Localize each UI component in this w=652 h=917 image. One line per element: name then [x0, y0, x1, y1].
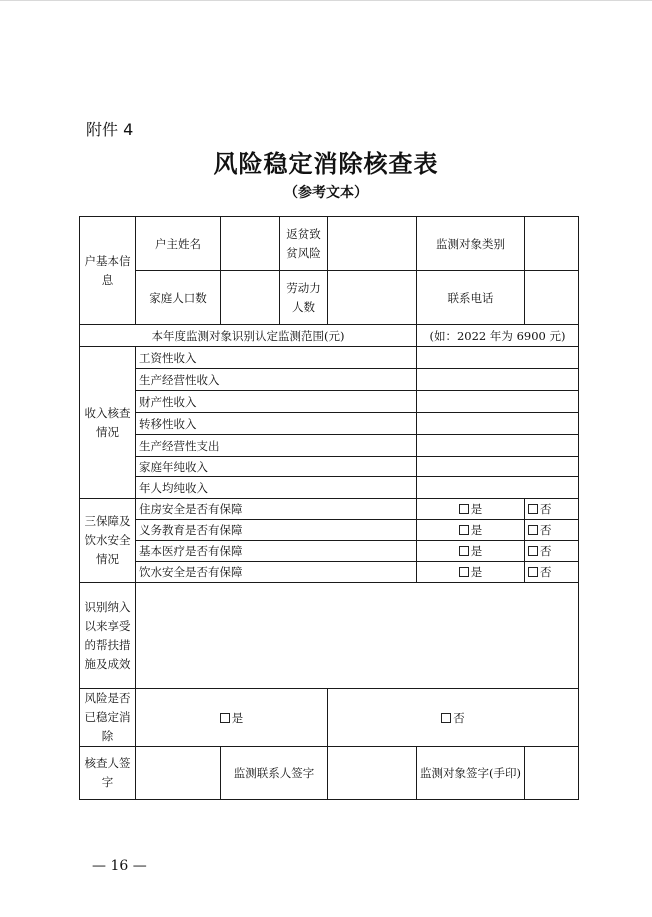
measures-section-label: 识别纳入以来享受的帮扶措施及成效 [80, 583, 136, 689]
checkbox-icon[interactable] [459, 567, 469, 577]
income-row [80, 457, 579, 477]
income-row [80, 435, 579, 457]
checkbox-icon[interactable] [441, 713, 451, 723]
income-item-field[interactable] [417, 391, 579, 413]
guarantee-item-label: 基本医疗是否有保障 [136, 541, 417, 562]
top-divider [0, 0, 652, 1]
poverty-risk-field[interactable] [328, 217, 417, 271]
object-signature-field[interactable] [525, 747, 579, 800]
phone-field[interactable] [525, 271, 579, 325]
checkbox-icon[interactable] [528, 525, 538, 535]
guarantee-item-label: 饮水安全是否有保障 [136, 562, 417, 583]
family-size-field[interactable] [221, 271, 280, 325]
checkbox-icon[interactable] [220, 713, 230, 723]
guarantee-no-option[interactable]: 否 [525, 541, 579, 562]
guarantee-yes-option[interactable]: 是 [417, 562, 525, 583]
guarantee-yes-option[interactable]: 是 [417, 499, 525, 520]
income-row [80, 477, 579, 499]
measures-field[interactable] [136, 583, 579, 689]
eliminated-yes-option[interactable]: 是 [136, 689, 328, 747]
signature-row [80, 747, 579, 800]
income-item-field[interactable] [417, 477, 579, 499]
guarantee-row [80, 499, 579, 520]
verification-form-table [79, 216, 579, 800]
guarantee-no-option[interactable]: 否 [525, 562, 579, 583]
inspector-signature-label: 核查人签字 [80, 747, 136, 800]
poverty-risk-label: 返贫致贫风险 [280, 217, 328, 271]
income-row [80, 391, 579, 413]
income-item-field[interactable] [417, 413, 579, 435]
checkbox-icon[interactable] [459, 504, 469, 514]
guarantee-yes-option[interactable]: 是 [417, 520, 525, 541]
guarantee-row [80, 562, 579, 583]
eliminated-section-label: 风险是否已稳定消除 [80, 689, 136, 747]
monitor-type-field[interactable] [525, 217, 579, 271]
page-subtitle: （参考文本） [284, 185, 368, 201]
page-title: 风险稳定消除核查表 [213, 149, 439, 178]
income-section-label: 收入核查情况 [80, 347, 136, 499]
monitor-type-label: 监测对象类别 [417, 217, 525, 271]
guarantee-item-label: 义务教育是否有保障 [136, 520, 417, 541]
guarantee-no-option[interactable]: 否 [525, 499, 579, 520]
measures-row [80, 583, 579, 689]
income-row [80, 413, 579, 435]
income-row [80, 347, 579, 369]
guarantee-section-label: 三保障及饮水安全情况 [80, 499, 136, 583]
checkbox-icon[interactable] [459, 525, 469, 535]
phone-label: 联系电话 [417, 271, 525, 325]
head-name-field[interactable] [221, 217, 280, 271]
contact-signature-field[interactable] [328, 747, 417, 800]
income-item-label: 生产经营性支出 [136, 435, 417, 457]
inspector-signature-field[interactable] [136, 747, 221, 800]
guarantee-no-option[interactable]: 否 [525, 520, 579, 541]
family-size-label: 家庭人口数 [136, 271, 221, 325]
income-item-label: 转移性收入 [136, 413, 417, 435]
income-item-label: 财产性收入 [136, 391, 417, 413]
range-example[interactable]: (如：2022 年为 6900 元) [417, 325, 579, 347]
checkbox-icon[interactable] [528, 504, 538, 514]
labor-count-label: 劳动力人数 [280, 271, 328, 325]
attachment-label: 附件 4 [86, 120, 134, 139]
checkbox-icon[interactable] [528, 546, 538, 556]
income-item-field[interactable] [417, 369, 579, 391]
income-item-label: 家庭年纯收入 [136, 457, 417, 477]
guarantee-yes-option[interactable]: 是 [417, 541, 525, 562]
object-signature-label: 监测对象签字(手印) [417, 747, 525, 800]
eliminated-row [80, 689, 579, 747]
contact-signature-label: 监测联系人签字 [221, 747, 328, 800]
page-number: — 16 — [92, 858, 147, 874]
head-name-label: 户主姓名 [136, 217, 221, 271]
range-label: 本年度监测对象识别认定监测范围(元) [80, 325, 417, 347]
income-item-label: 年人均纯收入 [136, 477, 417, 499]
guarantee-row [80, 520, 579, 541]
income-item-field[interactable] [417, 347, 579, 369]
checkbox-icon[interactable] [528, 567, 538, 577]
guarantee-item-label: 住房安全是否有保障 [136, 499, 417, 520]
income-item-label: 工资性收入 [136, 347, 417, 369]
basic-section-label: 户基本信息 [80, 217, 136, 325]
basic-row-2 [80, 271, 579, 325]
income-item-field[interactable] [417, 457, 579, 477]
income-item-label: 生产经营性收入 [136, 369, 417, 391]
checkbox-icon[interactable] [459, 546, 469, 556]
labor-count-field[interactable] [328, 271, 417, 325]
range-row [80, 325, 579, 347]
basic-row-1 [80, 217, 579, 271]
income-item-field[interactable] [417, 435, 579, 457]
eliminated-no-option[interactable]: 否 [328, 689, 579, 747]
guarantee-row [80, 541, 579, 562]
income-row [80, 369, 579, 391]
